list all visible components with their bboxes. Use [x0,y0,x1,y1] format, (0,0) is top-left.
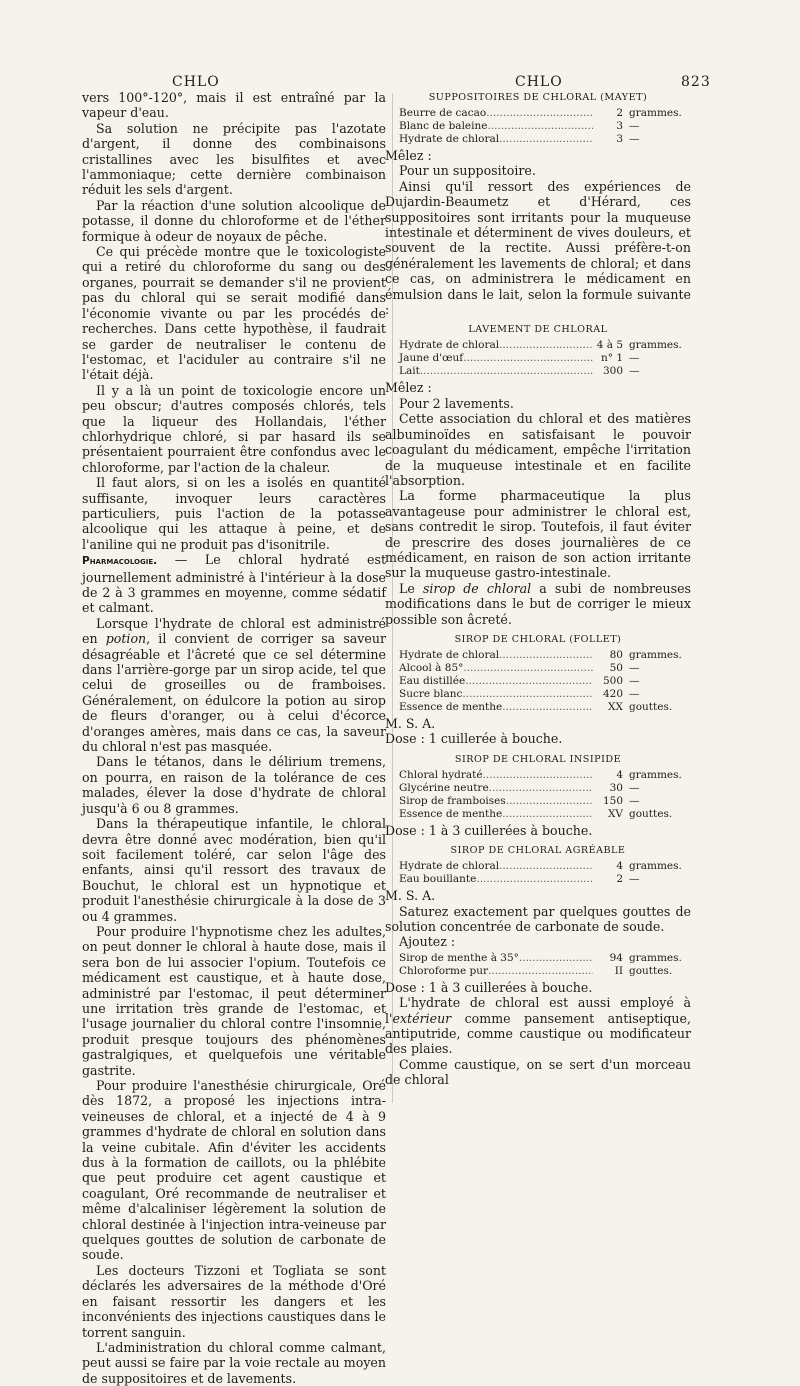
paragraph: Pour produire l'anesthésie chirurgicale, Oré dès 1872, a proposé les injections intra-veineuses de chloral, et a injecté de 4 à 9 grammes d'hydrate de chloral en solution dans la veine cubitale. Afin d'éviter les accidents dus à la formation de caillots, ou la phlébite que peut produire cet agent caustique et coagulant, Oré recommande de neutraliser et même d'alcaliniser légèrement la solution de chloral destinée à l'injection intra-veineuse par quelques gouttes de solution de carbonate de soude. [82,1078,386,1263]
recipe-item: Eau distillée ..... 500 — [399,675,691,688]
paragraph: Sa solution ne précipite pas l'azotate d'argent, il donne des combinaisons cristallines avec les bisulfites et avec l'ammoniaque; cette dernière combinaison réduit les sels d'argent. [82,120,386,198]
italic-term: potion [105,631,147,647]
paragraph: Les docteurs Tizzoni et Togliata se sont déclarés les adversaires de la méthode d'Oré en faisant ressortir les dangers et les inconvénients des injections caustiques dans le torrent sanguin. [82,1262,386,1340]
paragraph: Pour produire l'hypnotisme chez les adultes, on peut donner le chloral à haute dose, mais il sera bon de lui associer l'opium. Toutefois ce médicament est caustique, et à haute dose, administré par l'estomac, il peut déterminer une irritation très grande de l'estomac, et l'usage journalier du chloral contre l'insomnie, produit presque toujours des phénomènes gastralgiques, et quelquefois une véritable gastrite. [82,923,386,1078]
paragraph: Par la réaction d'une solution alcoolique de potasse, il donne du chloroforme et de l'éther formique à odeur de noyaux de pêche. [82,197,386,244]
dose-line: Dose : 1 cuillerée à bouche. [385,731,563,747]
recipe-title: SIROP DE CHLORAL INSIPIDE [454,753,622,765]
paragraph: L'administration du chloral comme calmant, peut aussi se faire par la voie rectale au moyen de suppositoires et de lavements. [82,1339,386,1386]
recipe-item: Glycérine neutre ..... 30 — [399,782,691,795]
left-column [82,90,386,1386]
recipe-title: LAVEMENT DE CHLORAL [468,324,608,336]
msa-label: M. S. A. [385,888,436,904]
recipe-item: Chloral hydraté ..... 4 grammes. [399,769,691,782]
recipe-sirop-insipide [399,769,691,821]
paragraph: Ce qui précède montre que le toxicologiste qui a retiré du chloroforme du sang ou des organes, pourrait se demander s'il ne provient pas du chloral qui se serait modifié dans l'économie vivante ou par les procédés de recherches. Dans cette hypothèse, il faudrait se garder de neutraliser le contenu de l'estomac, et l'aciduler au contraire s'il ne l'était déjà. [82,244,386,383]
msa-label: M. S. A. [385,715,436,731]
text: — Le chloral hydraté est journellement administré à l'intérieur à la dose de 2 à 3 grammes en moyenne, comme sédatif et calmant. [82,552,386,616]
recipe-suppositoires [399,107,691,146]
left-running-title: CHLO [172,74,220,90]
recipe-item: Sucre blanc ..... 420 — [399,688,691,701]
melez-label: Mêlez : [385,148,432,163]
paragraph [82,616,386,755]
recipe-item: Alcool à 85° ..... 50 — [399,662,691,675]
dose-line: Dose : 1 à 3 cuillerées à bouche. [385,979,593,995]
recipe-item: Essence de menthe ..... XV gouttes. [399,808,691,821]
recipe-item: Hydrate de chloral ..... 3 — [399,133,691,146]
italic-term: extérieur [392,1010,452,1026]
recipe-title: SIROP DE CHLORAL (FOLLET) [454,633,622,645]
text: L'hydrate de chloral est aussi employé à l' [385,995,691,1026]
paragraph: La forme pharmaceutique la plus avantageuse pour administrer le chloral est, sans contredit le sirop. Toutefois, il faut éviter de prescrire des doses journalières de ce médicament, en raison de son action irritante sur la muqueuse gastro-intestinale. [385,488,691,581]
recipe-item: Beurre de cacao ..... 2 grammes. [399,107,691,120]
paragraph [385,995,691,1057]
text: Le [399,580,423,596]
recipe-sirop-follet [399,649,691,714]
recipe-item: Hydrate de chloral ..... 4 à 5 grammes. [399,339,691,352]
melez-label: Mêlez : [385,380,432,396]
recipe-item: Jaune d'œuf ..... n° 1 — [399,352,691,365]
text: comme pansement antiseptique, antiputride, comme caustique ou modificateur des plaies. [385,1010,691,1057]
recipe-title: SIROP DE CHLORAL AGRÉABLE [450,845,626,857]
right-column [385,90,691,1088]
paragraph: vers 100°-120°, mais il est entraîné par la vapeur d'eau. [82,90,386,121]
paragraph: Ainsi qu'il ressort des expériences de Dujardin-Beaumetz et d'Hérard, ces suppositoires sont irritants pour la muqueuse intestinale et déterminent de vives douleurs, et souvent de la rectite. Aussi préfère-t-on généralement les lavements de chloral; et dans ce cas, on administrera le médicament en émulsion dans le lait, selon la formule suivante : [385,178,691,318]
recipe-sirop-agreable-additions [399,952,691,978]
recipe-item: Hydrate de chloral ..... 4 grammes. [399,860,691,873]
recipe-item: Essence de menthe ..... XX gouttes. [399,701,691,714]
paragraph: Comme caustique, on se sert d'un morceau de chloral [385,1056,691,1088]
italic-term: sirop de chloral [422,580,532,596]
text: a subi de nombreuses modifications dans le but de corriger le mieux possible son âcreté. [385,580,691,627]
paragraph: Il faut alors, si on les a isolés en quantité suffisante, invoquer leurs caractères particuliers, puis l'action de la potasse alcoolique qui les attaque à peine, et de l'aniline qui ne produit pas d'isonitrile. [82,475,386,552]
recipe-item: Chloroforme pur ..... II gouttes. [399,965,691,978]
paragraph: Il y a là un point de toxicologie encore un peu obscur; d'autres composés chlorés, tels que la liqueur des Hollandais, l'éther chlorhydrique chloré, si par hasard ils se présentaient pourraient être confondus avec le chloroforme, par l'action de la chaleur. [82,382,386,475]
recipe-item: Eau bouillante ..... 2 — [399,873,691,886]
recipe-title: SUPPOSITOIRES DE CHLORAL (MAYET) [428,92,648,103]
recipe-item: Hydrate de chloral ..... 80 grammes. [399,649,691,662]
recipe-item: Lait ..... 300 — [399,365,691,378]
text: Lorsque l'hydrate de chloral est administré en [82,615,386,647]
paragraph: Dans la thérapeutique infantile, le chloral devra être donné avec modération, bien qu'il soit facilement toléré, car selon l'âge des enfants, ainsi qu'il ressort des travaux de Bouchut, le chloral est un hypnotique et produit l'anesthésie chirurgicale à la dose de 3 ou 4 grammes. [82,816,386,924]
page-number: 823 [681,74,711,90]
recipe-sirop-agreable [399,860,691,886]
recipe-note: Pour 2 lavements. [399,395,514,411]
recipe-item: Sirop de framboises ..... 150 — [399,795,691,808]
section-heading: Pharmacologie. [82,555,158,568]
ajoutez-label: Ajoutez : [399,934,456,950]
paragraph: Saturez exactement par quelques gouttes de solution concentrée de carbonate de soude. [385,903,691,934]
recipe-lavement [399,339,691,378]
pharmacologie-paragraph [82,552,386,616]
text: , il convient de corriger sa saveur désagréable et l'âcreté que ce sel détermine dans l'arrière-gorge par un sirop acide, tel que celui de groseilles ou de framboises. Généralement, on édulcore la potion au sirop de fleurs d'oranger, ou à celui d'écorce d'oranges amères, mais dans ce cas, la saveur du chloral n'est pas masquée. [82,631,386,755]
recipe-note: Pour un suppositoire. [399,163,536,179]
right-running-title: CHLO [515,74,563,90]
paragraph [385,581,691,627]
paragraph: Dans le tétanos, dans le délirium tremens, on pourra, en raison de la tolérance de ces malades, élever la dose d'hydrate de chloral jusqu'à 6 ou 8 grammes. [82,754,386,816]
recipe-item: Blanc de baleine ..... 3 — [399,120,691,133]
paragraph: Cette association du chloral et des matières albuminoïdes en satisfaisant le pouvoir coagulant du médicament, empêche l'irritation de la muqueuse intestinale et en facilite l'absorption. [385,411,691,488]
recipe-item: Sirop de menthe à 35° ..... 94 grammes. [399,952,691,965]
dose-line: Dose : 1 à 3 cuillerées à bouche. [385,822,593,838]
